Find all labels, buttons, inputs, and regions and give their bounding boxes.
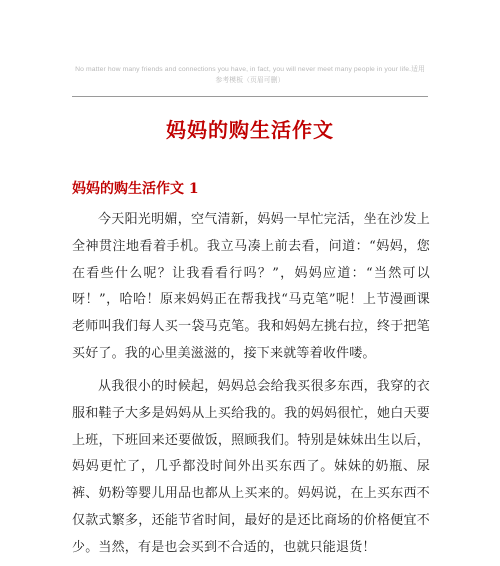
header-divider bbox=[72, 96, 428, 97]
paragraph-text: 从我很小的时候起，妈妈总会给我买很多东西，我穿的衣服和鞋子大多是妈妈从上买给我的。我的妈妈很忙，她白天要上班，下班回来还要做饭，照顾我们。特别是妹妹出生以后，妈妈更忙了，几乎都没时间外出买东西了。妹妹的奶瓶、尿裤、奶粉等婴儿用品也都从上买来的。妈妈说，在上买东西不仅款式繁多，还能节省时间，最好的是还比商场的价格便宜不少。当然，有是也会买到不合适的，也就只能退货！ bbox=[72, 379, 430, 555]
paragraph-text: 今天阳光明媚，空气清新，妈妈一早忙完活，坐在沙发上全神贯注地看着手机。我立马凑上前去看，问道：“妈妈，您在看些什么呢？让我看看行吗？”，妈妈应道：“当然可以呀！”，哈哈！原来妈妈正在帮我找“马克笔”呢！上节漫画课老师叫我们每人买一袋马克笔。我和妈妈左挑右拉，终于把笔买好了。我的心里美滋滋的，接下来就等着收件喽。 bbox=[72, 212, 430, 361]
document-title: 妈妈的购生活作文 bbox=[166, 118, 334, 142]
body-paragraph-1 bbox=[72, 207, 430, 368]
page-header-note: No matter how many friends and connections you have, in fact, you will never meet many people in your life.适用参考模板（页眉可删） bbox=[75, 66, 425, 84]
section-heading: 妈妈的购生活作文 1 bbox=[72, 181, 199, 197]
body-paragraph-2 bbox=[72, 374, 430, 562]
